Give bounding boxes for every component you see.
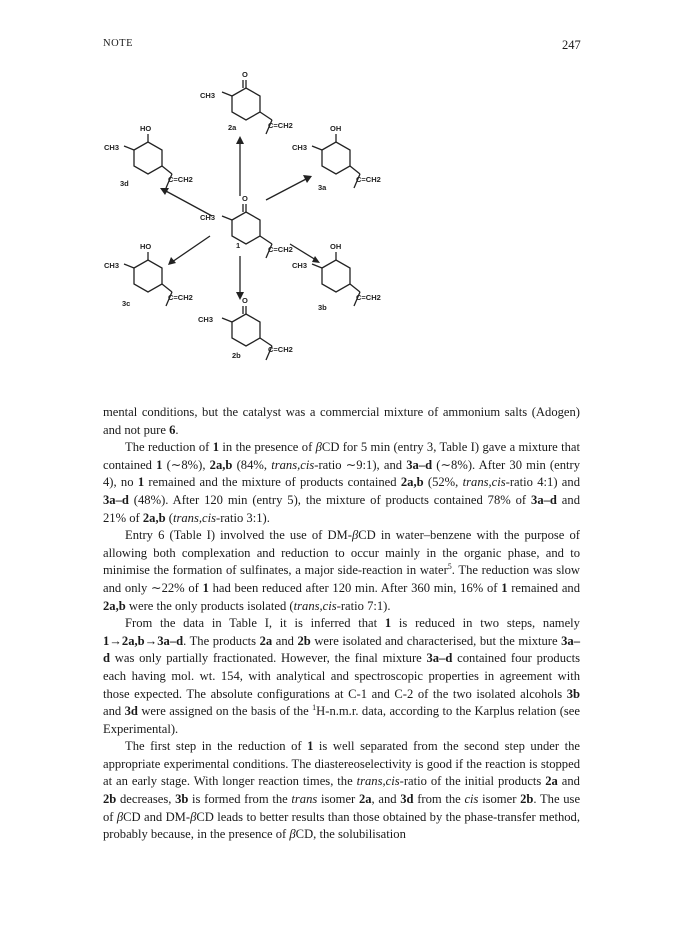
atom-ch3-2a: CH3: [200, 91, 216, 100]
paragraph: From the data in Table I, it is inferred that 1 is reduced in two steps, namely 1→2a,b→3a–d. The products 2a and 2b were isolated and characterised, but the mixture 3a–d was only partially fractionated. However, the final mixture 3a–d contained four products each having mol. wt. 154, with analytical and spectroscopic properties in agreement with those expected. The absolute configurations at C-1 and C-2 of the two isolated alcohols 3b and 3d were assigned on the basis of the $^1$H-n.m.r. data, according to the Karplus relation (see Experimental).: [103, 616, 581, 736]
label-3a: 3a: [318, 183, 327, 192]
paragraph: The reduction of 1 in the presence of βCD for 5 min (entry 3, Table I) gave a mixture that contained 1 (∼8%), 2a,b (84%, trans,cis-ratio ∼9:1), and 3a–d (∼8%). After 30 min (entry 4), no 1 remained and the mixture of products contained 2a,b (52%, trans,cis-ratio 4:1) and 3a–d (48%). After 120 min (entry 5), the mixture of products contained 78% of 3a–d and 21% of 2a,b (trans,cis-ratio 3:1).: [103, 440, 581, 525]
atom-ho-3d: HO: [140, 124, 152, 133]
atom-ch3-1: CH3: [200, 213, 216, 222]
label-3c: 3c: [122, 299, 131, 308]
running-header: NOTE: [103, 38, 133, 49]
label-2a: 2a: [228, 123, 237, 132]
atom-oh-3a: OH: [330, 124, 342, 133]
atom-vinyl-2b: C=CH2: [268, 345, 293, 354]
atom-ch3-3a: CH3: [292, 143, 308, 152]
label-3d: 3d: [120, 179, 129, 188]
paragraph: The first step in the reduction of 1 is well separated from the second step under the appropriate experimental conditions. The diastereoselectivity is good if the reaction is stopped at an early stage. With longer reaction times, the trans,cis-ratio of the initial products 2a and 2b decreases, 3b is formed from the trans isomer 2a, and 3d from the cis isomer 2b. The use of βCD and DM-βCD leads to better results than those obtained by the phase-transfer method, probably because, in the presence of βCD, the solubilisation: [103, 739, 581, 842]
paragraph: mental conditions, but the catalyst was a commercial mixture of ammonium salts (Adogen) and not pure 6.: [103, 405, 580, 437]
atom-o-2a: O: [242, 70, 248, 79]
reaction-scheme: [0, 0, 680, 400]
label-1: 1: [236, 241, 241, 250]
page-number: 247: [562, 38, 581, 52]
atom-oh-3b: OH: [330, 242, 342, 251]
atom-ch3-3b: CH3: [292, 261, 308, 270]
atom-ch3-2b: CH3: [198, 315, 214, 324]
atom-vinyl-3b: C=CH2: [356, 293, 381, 302]
atom-vinyl-3c: C=CH2: [168, 293, 193, 302]
atom-vinyl-1: C=CH2: [268, 245, 293, 254]
atom-o-1: O: [242, 194, 248, 203]
arrow-to-3b: [290, 244, 316, 260]
paragraph: Entry 6 (Table I) involved the use of DM-βCD in water–benzene with the purpose of allowing both complexation and reduction to occur mainly in the organic phase, and to minimise the formation of sulfinates, a major side-reaction in water$^5$. The reduction was slow and only ∼22% of 1 had been reduced after 120 min. After 360 min, 16% of 1 remained and 2a,b were the only products isolated (trans,cis-ratio 7:1).: [103, 528, 581, 613]
atom-ho-3c: HO: [140, 242, 152, 251]
article-body: [103, 404, 580, 844]
atom-vinyl-3a: C=CH2: [356, 175, 381, 184]
atom-vinyl-3d: C=CH2: [168, 175, 193, 184]
label-3b: 3b: [318, 303, 327, 312]
atom-vinyl-2a: C=CH2: [268, 121, 293, 130]
label-2b: 2b: [232, 351, 241, 360]
arrow-to-3a: [266, 178, 308, 200]
atom-ch3-3d: CH3: [104, 143, 120, 152]
arrow-to-3c: [172, 236, 210, 262]
atom-o-2b: O: [242, 296, 248, 305]
atom-ch3-3c: CH3: [104, 261, 120, 270]
